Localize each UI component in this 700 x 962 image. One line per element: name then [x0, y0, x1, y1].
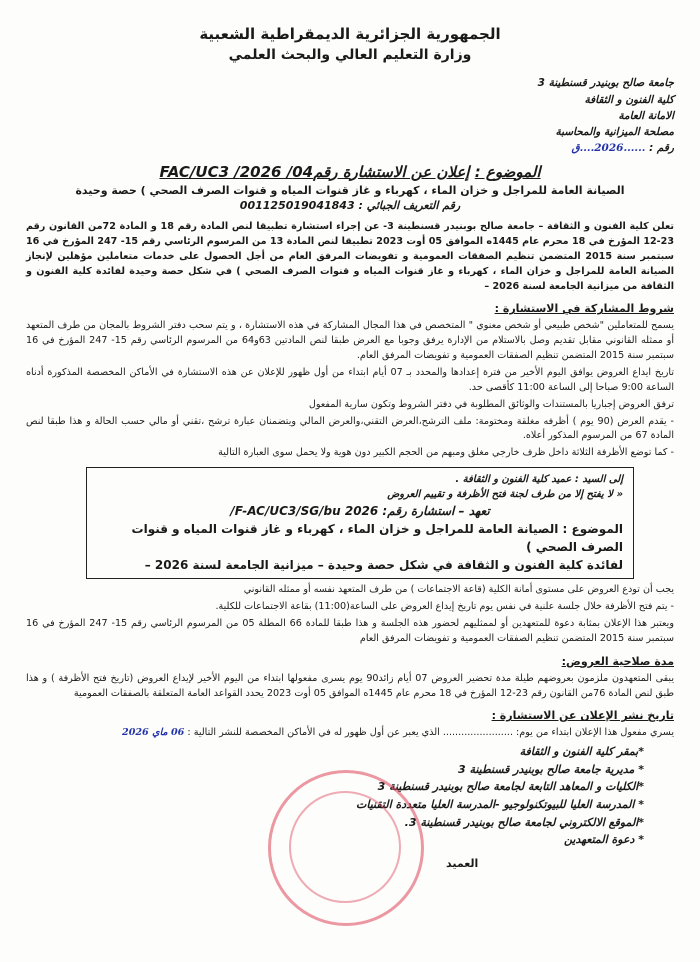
envelope-reference: تعهد – استشارة رقم: F-AC/UC3/SG/bu 2026/	[230, 504, 490, 519]
deposit-p1: يجب أن تودع العروض على مستوى أمانة الكلية (قاعة الاجتماعات ) من طرف المتعهد نفسه أو ممثله القانوني	[243, 584, 674, 596]
university-name: جامعة صالح بوبنيدر قسنطينة 3	[537, 77, 674, 90]
secretariat-name: الامانة العامة	[618, 109, 674, 122]
tax-id: رقم التعريف الجبائي : 001125019041843	[239, 199, 461, 213]
intro-paragraph: تعلن كلية الفنون و الثقافة – جامعة صالح بوبنيدر قسنطينة 3- عن إجراء استشارة تطبيقا لنص المادة رقم 18 و المادة 72من القانون رقم 23-12 المؤرخ في 18 محرم عام 1445ه الموافق 05 أوت 2023 تطبيقا لنص المادة 13 من المرسوم الرئاسي رقم 15- 247 المؤرخ في 16 سبتمبر سنة 2015 المتضمن تنظيم الصفقات العمومية و تفويضات المرفق العام من أجل الحصول على خدمات متعاملين مؤهلين لإنجاز الصيانة العامة للمراجل و خزان الماء ، كهرباء و غاز قنوات المياه و قنوات الصرف الصحي ) في شكل حصة وحيدة لفائدة كلية الفنون و الثقافة من ميزانية الجامعة لسنة 2026 –	[26, 221, 675, 292]
conditions-p5: - كما توضع الأظرفة الثلاثة داخل ظرف خارجي مغلق ومبهم من الحجم الكبير دون هوية ولا يحمل سوى العبارة التالية	[218, 447, 674, 459]
deposit-p3: ويعتبر هذا الإعلان بمثابة دعوة للمتعهدين أو لممثليهم لحضور هذه الجلسة و هذا طبقا للمادة 66 المطلة 05 من المرسوم الرئاسي رقم 15- 247 المؤرخ في 16 سبتمبر سنة 2015 المتضمن تنظيم الصفقات العمومية و تفويضات المرفق العام	[26, 617, 674, 644]
publication-heading: تاريخ نشر الإعلان عن الاستشارة :	[491, 709, 674, 723]
institution-block	[414, 75, 674, 156]
conditions-p2: تاريخ ايداع العروض يوافق اليوم الأخير من فترة إعدادها والمحدد بـ 07 أيام ابتداء من أول ظهور للإعلان عن هذه الاستشارة في الأماكن المخصصة المذكورة أدناه الساعة 9:00 صباحا إلى الساعة 11:00 كأقصى حد.	[26, 367, 674, 393]
official-stamp	[268, 770, 424, 926]
subject-label: الموضوع :	[474, 162, 541, 181]
subject-heading	[26, 163, 674, 181]
envelope-box	[86, 467, 634, 579]
envelope-subject2: لفائدة كلية الفنون و الثقافة في شكل حصة وحيدة – ميزانية الجامعة لسنة 2026 –	[144, 558, 623, 573]
validity-heading: مدة صلاحية العروض:	[561, 654, 674, 668]
ministry-title: وزارة التعليم العالي والبحث العلمي	[228, 46, 472, 63]
list-item: * المدرسة العليا للبيوتكنولوجيو -المدرسة العليا متعددة التقنيات	[356, 798, 644, 811]
envelope-subject: الموضوع : الصيانة العامة للمراجل و خزان الماء ، كهرباء و غاز قنوات المياه و قنوات الصرف الصحي )	[131, 522, 623, 555]
reference-value: ......2026....ق	[571, 142, 646, 155]
reference-line	[414, 140, 674, 156]
list-item: *بمقر كلية الفنون و الثقافة	[519, 745, 644, 759]
department-name: مصلحة الميزانية والمحاسبة	[555, 126, 674, 139]
republic-title: الجمهورية الجزائرية الديمقراطية الشعبية	[199, 25, 501, 43]
reference-label: رقم :	[649, 142, 674, 155]
validity-p1: يبقى المتعهدون ملزمون بعروضهم طيلة مدة تحضير العروض 07 أيام زائد90 يوم يسرى مفعولها ابتداء من اليوم الأخير لإيداع العروض (تاريخ فتح الأظرفة ) و هذا طبق لنص المادة 76من القانون رقم 23-12 المؤرخ في 18 محرم عام 1445ه الموافق 05 أوت 2023 يحدد القواعد العامة المتعلقة بالصفقات العمومية	[26, 672, 674, 699]
conditions-heading: شروط المشاركة في الاستشارة :	[494, 302, 674, 316]
conditions-p1: يسمح للمتعاملين "شخص طبيعي أو شخص معنوي " المتخصص في هذا المجال المشاركة في هذه الاستشارة ، و يتم سحب دفتر الشروط بالمجان من طرف المتعهد أو ممثله القانوني مقابل تقديم وصل بالاستلام من الإدارة يرفق وجوبا مع العرض طبقا لنص المادتين 63و64 من المرسوم الرئاسي رقم 15- 247 المؤرخ في 16 سبتمبر سنة 2015 المتضمن تنظيم الصفقات العمومية و تفويضات المرفق العام.	[26, 320, 675, 362]
list-item: * دعوة المتعهدين	[564, 833, 644, 847]
list-item: * مديرية جامعة صالح بوبنيدر قسنطينة 3	[457, 762, 644, 776]
subject-title: إعلان عن الاستشارة رقم04/ 2026/ FAC/UC3	[159, 162, 470, 181]
subject-line2: الصيانة العامة للمراجل و خزان الماء ، كهرباء و غاز قنوات المياه و قنوات الصرف الصحي ) حصة وحيدة	[75, 183, 625, 197]
conditions-p4: - يقدم العرض (90 يوم ) أظرفه مغلقة ومختومة: ملف الترشح،العرض التقني،والعرض المالي ويتضمنان عبارة ترشح ،تقني أو مالي حسب الحالة و هذا طبقا لنص المادة 67 من المرسوم المذكور أعلاه.	[26, 415, 674, 442]
deposit-p2: - يتم فتح الأظرفة خلال جلسة علنية في نفس يوم تاريخ إيداع العروض على الساعة(11:00) بقاعة الاجتماعات للكلية.	[215, 601, 674, 613]
signature-label: العميد	[446, 856, 479, 870]
list-item: *الموقع الالكتروني لجامعة صالح بوبنيدر قسنطينة 3.	[404, 815, 644, 829]
list-item: *الكليات و المعاهد التابعة لجامعة صالح بوبنيدر قسنطينة 3	[377, 780, 644, 794]
conditions-p3: ترفق العروض إجباريا بالمستندات والوثائق المطلوبة في دفتر الشروط وتكون سارية المفعول	[308, 398, 674, 410]
publication-date: 06 ماي 2026	[122, 727, 185, 739]
publication-p1	[26, 726, 674, 741]
envelope-warning: « لا يفتح إلا من طرف لجنة فتح الأظرفة و تقييم العروض	[387, 489, 623, 501]
publication-text: يسري مفعول هذا الإعلان ابتداء من يوم: ....................... الذي يعبر عن أول ظهور له في الأماكن المخصصة للنشر التالية :	[187, 727, 674, 739]
envelope-to: إلى السيد : عميد كلية الفنون و الثقافة .	[455, 474, 623, 486]
faculty-name: كلية الفنون و الثقافة	[584, 93, 674, 106]
